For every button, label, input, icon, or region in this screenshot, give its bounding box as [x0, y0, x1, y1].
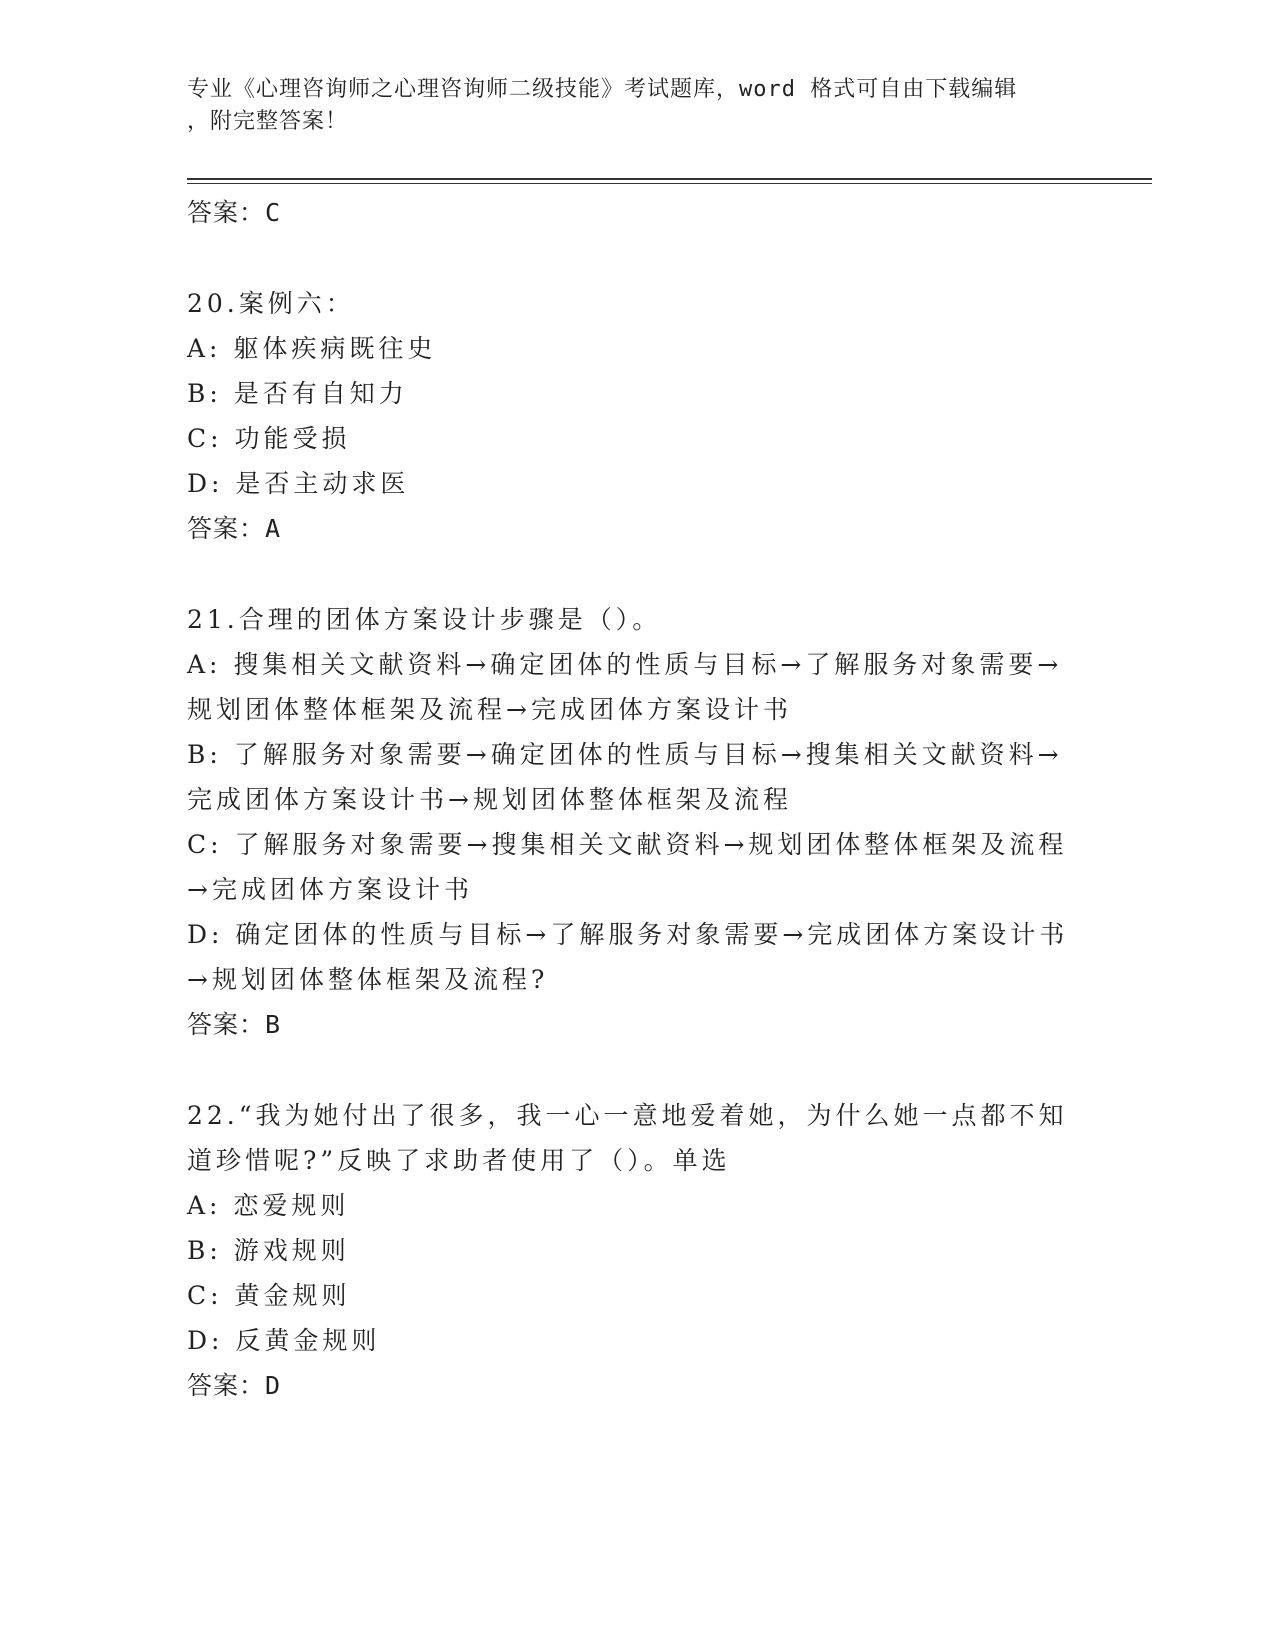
- spacer: [187, 1047, 1087, 1093]
- option-b: B: 了解服务对象需要→确定团体的性质与目标→搜集相关文献资料→: [187, 740, 1063, 769]
- question-block: [187, 597, 1087, 1047]
- option-a: A: 躯体疾病既往史: [187, 334, 437, 363]
- option-c: C: 黄金规则: [187, 1281, 351, 1310]
- answer-label: 答案：: [187, 1010, 266, 1039]
- question-stem: 22.“我为她付出了很多，我一心一意地爱着她，为什么她一点都不知: [187, 1101, 1068, 1130]
- question-stem-continued: 道珍惜呢?”反映了求助者使用了（）。单选: [187, 1146, 731, 1175]
- option-c: C: 了解服务对象需要→搜集相关文献资料→规划团体整体框架及流程: [187, 830, 1068, 859]
- option-d: D: 反黄金规则: [187, 1326, 381, 1355]
- answer-value: B: [265, 1010, 282, 1039]
- option-b: B: 游戏规则: [187, 1236, 350, 1265]
- option-c-continued: →完成团体方案设计书: [187, 875, 473, 904]
- question-list: [187, 190, 1087, 1408]
- option-c: C: 功能受损: [187, 424, 351, 453]
- answer-line: [187, 1363, 1087, 1408]
- spacer: [187, 235, 1087, 281]
- document-header: [187, 74, 1067, 138]
- header-line-2: ，附完整答案！: [187, 109, 349, 134]
- answer-value: D: [265, 1371, 282, 1400]
- option-a: A: 恋爱规则: [187, 1191, 350, 1220]
- answer-label: 答案：: [187, 1371, 266, 1400]
- option-b: B: 是否有自知力: [187, 379, 408, 408]
- answer-line: [187, 1002, 1087, 1047]
- option-d: D: 确定团体的性质与目标→了解服务对象需要→完成团体方案设计书: [187, 920, 1069, 949]
- answer-label: 答案：: [187, 198, 266, 227]
- answer-value: A: [265, 514, 282, 543]
- spacer: [187, 551, 1087, 597]
- question-stem: 21.合理的团体方案设计步骤是（）。: [187, 605, 662, 634]
- answer-line: [187, 506, 1087, 551]
- answer-value: C: [265, 198, 282, 227]
- option-d: D: 是否主动求医: [187, 469, 410, 498]
- header-divider-thin: [187, 183, 1152, 184]
- header-line-1: 专业《心理咨询师之心理咨询师二级技能》考试题库，word 格式可自由下载编辑: [187, 77, 1018, 102]
- option-d-continued: →规划团体整体框架及流程?: [187, 965, 549, 994]
- answer-label: 答案：: [187, 514, 266, 543]
- answer-line: [187, 190, 1087, 235]
- question-block: [187, 281, 1087, 551]
- question-block: [187, 1093, 1087, 1408]
- option-a-continued: 规划团体整体框架及流程→完成团体方案设计书: [187, 695, 792, 724]
- header-divider-thick: [187, 178, 1152, 180]
- option-b-continued: 完成团体方案设计书→规划团体整体框架及流程: [187, 785, 792, 814]
- question-stem: 20.案例六：: [187, 289, 355, 318]
- option-a: A: 搜集相关文献资料→确定团体的性质与目标→了解服务对象需要→: [187, 650, 1063, 679]
